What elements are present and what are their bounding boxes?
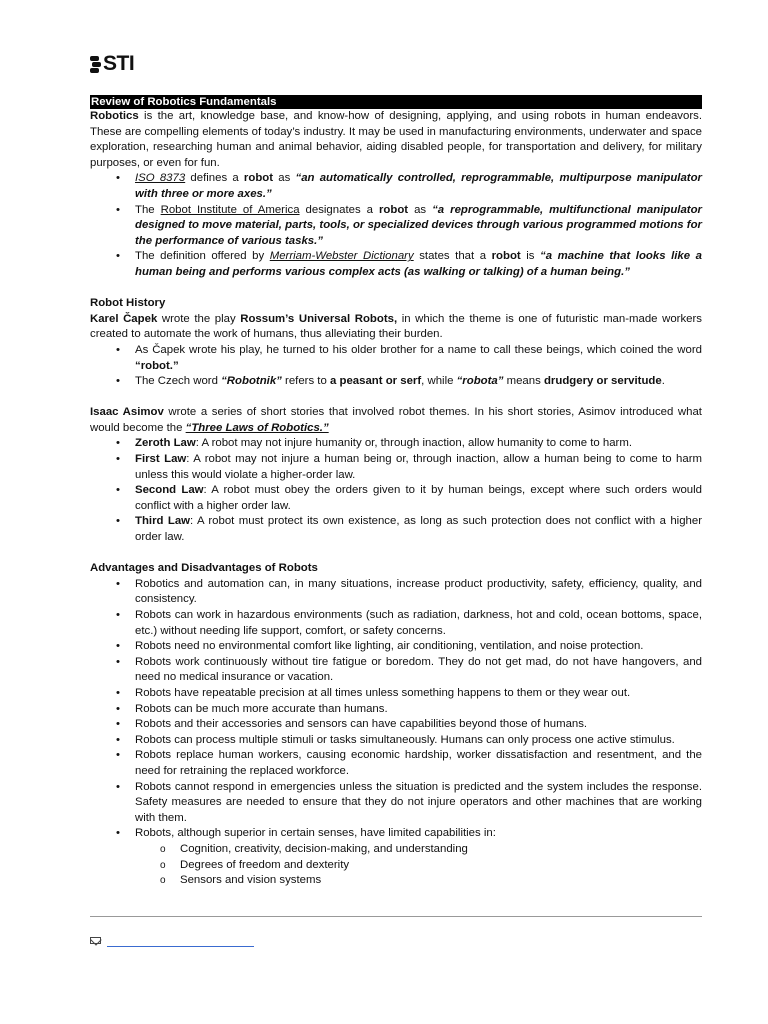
intro-term: Robotics xyxy=(90,110,139,122)
advantages-list xyxy=(90,577,702,889)
sti-logo xyxy=(90,52,134,76)
definitions-list xyxy=(90,171,702,280)
sub-list-item: o Sensors and vision systems xyxy=(180,873,702,889)
list-item: • ISO 8373 defines a robot as “an automatically controlled, reprogrammable, multipurpose manipulator with three or more axes.” xyxy=(135,171,702,202)
list-item: • Robots can be much more accurate than humans. xyxy=(135,702,702,718)
list-item: • Robots and their accessories and sensors can have capabilities beyond those of humans. xyxy=(135,717,702,733)
list-item: • The Robot Institute of America designates a robot as “a reprogrammable, multifunctional manipulator designed to move material, parts, tools, or specialized devices through various programmed motions for the performance of various tasks.” xyxy=(135,203,702,250)
sub-list-item: o Degrees of freedom and dexterity xyxy=(180,858,702,874)
asimov-paragraph: Isaac Asimov wrote a series of short stories that involved robot themes. In his short stories, Asimov introduced what would become the “Three Laws of Robotics.” xyxy=(90,406,702,434)
capek-paragraph: Karel Čapek wrote the play Rossum’s Universal Robots, in which the theme is one of futuristic man-made workers created to automate the work of humans, thus alleviating their burden. xyxy=(90,312,702,341)
list-item: • Second Law: A robot must obey the orders given to it by human beings, except where such orders would conflict with a higher order law. xyxy=(135,483,702,514)
list-item: • First Law: A robot may not injure a human being or, through inaction, allow a human being to come to harm unless this would violate a higher-order law. xyxy=(135,452,702,483)
list-item: • Robots replace human workers, causing economic hardship, worker dissatisfaction and resentment, and the need for retraining the replaced workforce. xyxy=(135,748,702,779)
list-item: • Robots, although superior in certain senses, have limited capabilities in: o Cognition, creativity, decision-making, and understanding o Degrees of freedom and dexterity o Sensors and vision systems xyxy=(135,826,702,888)
list-item: • The Czech word “Robotnik” refers to a peasant or serf, while “robota” means drudgery or servitude. xyxy=(135,374,702,390)
sti-logo-icon xyxy=(90,54,102,74)
logo-text: STI xyxy=(103,52,135,75)
limits-list xyxy=(135,842,702,889)
list-item: • As Čapek wrote his play, he turned to his older brother for a name to call these beings, which coined the word “robot.” xyxy=(135,343,702,374)
section-title: Review of Robotics Fundamentals xyxy=(90,95,702,109)
list-item: • Robots cannot respond in emergencies unless the situation is predicted and the system includes the response. Safety measures are needed to ensure that they do not injure operators and other machines that are working with them. xyxy=(135,780,702,827)
mw-link[interactable]: Merriam-Webster Dictionary xyxy=(269,250,414,263)
footer-divider xyxy=(90,916,702,917)
iso-link[interactable]: ISO 8373 xyxy=(135,172,186,185)
sub-list-item: o Cognition, creativity, decision-making, and understanding xyxy=(180,842,702,858)
ria-link[interactable]: Robot Institute of America xyxy=(160,203,300,216)
list-item: • Robots have repeatable precision at all times unless something happens to them or they wear out. xyxy=(135,686,702,702)
list-item: • Robots can process multiple stimuli or tasks simultaneously. Humans can only process one active stimulus. xyxy=(135,733,702,749)
history-heading: Robot History xyxy=(90,297,166,310)
envelope-icon xyxy=(90,937,101,944)
list-item: • Robots can work in hazardous environments (such as radiation, darkness, hot and cold, ocean bottoms, space, etc.) without needing life support, comfort, or safety concerns. xyxy=(135,608,702,639)
document-body xyxy=(90,95,702,889)
laws-list xyxy=(90,436,702,545)
list-item: • Zeroth Law: A robot may not injure humanity or, through inaction, allow humanity to come to harm. xyxy=(135,436,702,452)
email-link[interactable] xyxy=(107,946,254,947)
intro-paragraph: Robotics is the art, knowledge base, and know-how of designing, applying, and using robots in human endeavors. These are compelling elements of today’s industry. It may be used in manufacturing environments, underwater and space exploration, researching human and animal behavior, aiding disabled people, for transportation and delivery, for military purposes, or even for fun. xyxy=(90,110,702,169)
list-item: • Robots need no environmental comfort like lighting, air conditioning, ventilation, and noise protection. xyxy=(135,639,702,655)
list-item: • Robotics and automation can, in many situations, increase product productivity, safety, efficiency, quality, and consistency. xyxy=(135,577,702,608)
advantages-heading: Advantages and Disadvantages of Robots xyxy=(90,562,318,575)
history-list xyxy=(90,343,702,390)
list-item: • Third Law: A robot must protect its own existence, as long as such protection does not conflict with a higher order law. xyxy=(135,514,702,545)
list-item: • Robots work continuously without tire fatigue or boredom. They do not get mad, do not have hangovers, and need no medical insurance or vacation. xyxy=(135,655,702,686)
list-item: • The definition offered by Merriam-Webster Dictionary states that a robot is “a machine that looks like a human being and performs various complex acts (as walking or talking) of a human being.” xyxy=(135,249,702,280)
